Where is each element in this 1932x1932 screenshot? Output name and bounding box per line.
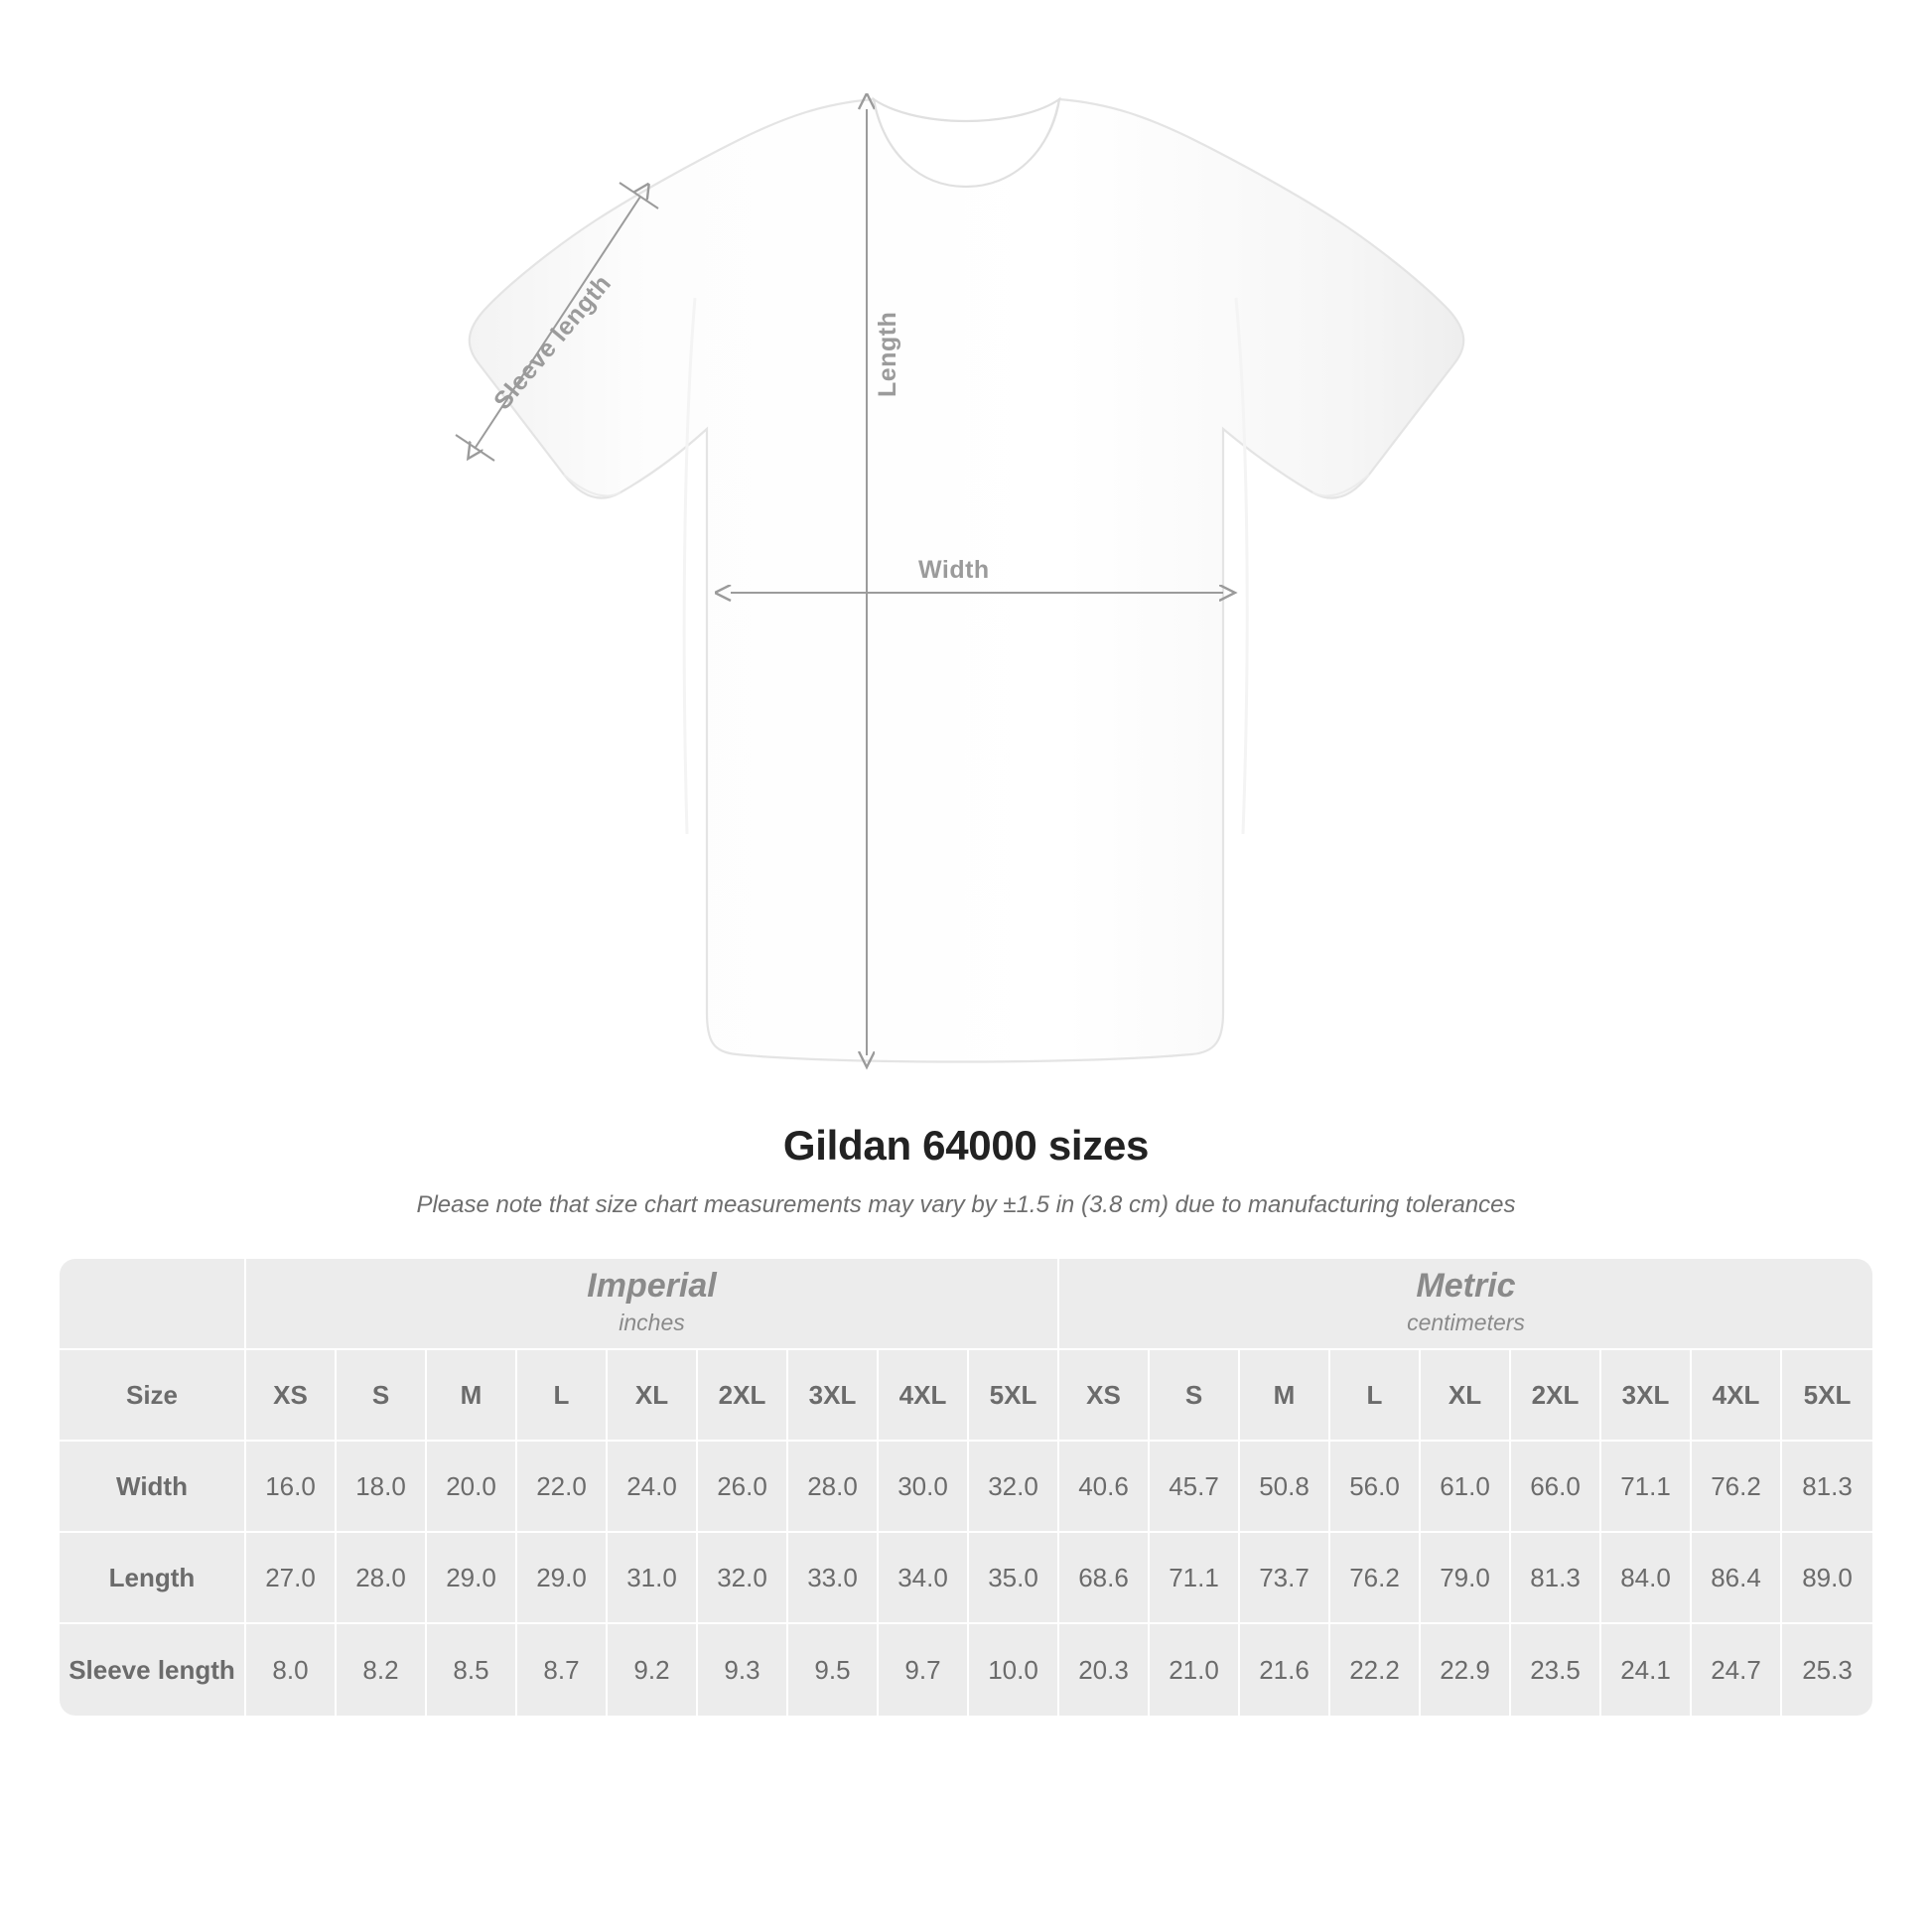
cell-sleeve-length-4xl-in: 9.7 [879, 1624, 969, 1716]
column-header-imperial-l: L [517, 1350, 608, 1442]
cell-width-xl-in: 24.0 [608, 1442, 698, 1533]
column-header-metric-l: L [1330, 1350, 1421, 1442]
column-header-metric-4xl: 4XL [1692, 1350, 1782, 1442]
label-width: Width [918, 556, 990, 584]
unit-subtitle: inches [619, 1310, 685, 1336]
cell-length-xl-in: 31.0 [608, 1533, 698, 1624]
cell-length-xs-in: 27.0 [246, 1533, 337, 1624]
column-header-imperial-xl: XL [608, 1350, 698, 1442]
cell-length-m-cm: 73.7 [1240, 1533, 1330, 1624]
cell-sleeve-length-m-cm: 21.6 [1240, 1624, 1330, 1716]
row-header-size: Size [60, 1350, 246, 1442]
column-header-metric-m: M [1240, 1350, 1330, 1442]
cell-sleeve-length-xl-cm: 22.9 [1421, 1624, 1511, 1716]
unit-name: Imperial [587, 1267, 717, 1306]
cell-sleeve-length-3xl-cm: 24.1 [1601, 1624, 1692, 1716]
unit-subtitle: centimeters [1407, 1310, 1525, 1336]
column-header-metric-2xl: 2XL [1511, 1350, 1601, 1442]
label-sleeve-length: Sleeve length [488, 269, 618, 415]
cell-sleeve-length-xs-cm: 20.3 [1059, 1624, 1150, 1716]
cell-length-s-cm: 71.1 [1150, 1533, 1240, 1624]
cell-width-5xl-in: 32.0 [969, 1442, 1059, 1533]
column-header-metric-xl: XL [1421, 1350, 1511, 1442]
cell-length-m-in: 29.0 [427, 1533, 517, 1624]
table-row [60, 1442, 1872, 1533]
cell-sleeve-length-s-cm: 21.0 [1150, 1624, 1240, 1716]
size-table [60, 1259, 1872, 1716]
cell-width-3xl-in: 28.0 [788, 1442, 879, 1533]
column-header-imperial-5xl: 5XL [969, 1350, 1059, 1442]
column-header-row [60, 1350, 1872, 1442]
cell-length-2xl-in: 32.0 [698, 1533, 788, 1624]
column-header-metric-5xl: 5XL [1782, 1350, 1872, 1442]
cell-sleeve-length-xs-in: 8.0 [246, 1624, 337, 1716]
cell-sleeve-length-3xl-in: 9.5 [788, 1624, 879, 1716]
cell-length-3xl-in: 33.0 [788, 1533, 879, 1624]
cell-width-2xl-cm: 66.0 [1511, 1442, 1601, 1533]
cell-length-5xl-in: 35.0 [969, 1533, 1059, 1624]
cell-sleeve-length-5xl-cm: 25.3 [1782, 1624, 1872, 1716]
unit-header-imperial [246, 1259, 1059, 1350]
cell-sleeve-length-4xl-cm: 24.7 [1692, 1624, 1782, 1716]
row-header-sleeve-length: Sleeve length [60, 1624, 246, 1716]
cell-width-l-cm: 56.0 [1330, 1442, 1421, 1533]
cell-width-s-cm: 45.7 [1150, 1442, 1240, 1533]
cell-length-4xl-cm: 86.4 [1692, 1533, 1782, 1624]
cell-width-xl-cm: 61.0 [1421, 1442, 1511, 1533]
cell-length-l-cm: 76.2 [1330, 1533, 1421, 1624]
cell-width-4xl-in: 30.0 [879, 1442, 969, 1533]
column-header-metric-s: S [1150, 1350, 1240, 1442]
table-corner-cell [60, 1259, 246, 1350]
cell-sleeve-length-2xl-cm: 23.5 [1511, 1624, 1601, 1716]
cell-sleeve-length-l-cm: 22.2 [1330, 1624, 1421, 1716]
cell-width-s-in: 18.0 [337, 1442, 427, 1533]
page-title: Gildan 64000 sizes [782, 1122, 1150, 1169]
cell-width-xs-in: 16.0 [246, 1442, 337, 1533]
cell-sleeve-length-m-in: 8.5 [427, 1624, 517, 1716]
cell-width-5xl-cm: 81.3 [1782, 1442, 1872, 1533]
title-block [0, 1122, 1932, 1219]
row-header-width: Width [60, 1442, 246, 1533]
cell-length-s-in: 28.0 [337, 1533, 427, 1624]
unit-header-row [60, 1259, 1872, 1350]
label-length: Length [874, 311, 901, 397]
column-header-metric-xs: XS [1059, 1350, 1150, 1442]
unit-header-metric [1059, 1259, 1872, 1350]
cell-length-2xl-cm: 81.3 [1511, 1533, 1601, 1624]
cell-width-4xl-cm: 76.2 [1692, 1442, 1782, 1533]
tolerance-note: Please note that size chart measurements may vary by ±1.5 in (3.8 cm) due to manufacturing tolerances [416, 1191, 1516, 1218]
cell-sleeve-length-l-in: 8.7 [517, 1624, 608, 1716]
cell-width-m-cm: 50.8 [1240, 1442, 1330, 1533]
table-row [60, 1624, 1872, 1716]
cell-width-3xl-cm: 71.1 [1601, 1442, 1692, 1533]
table-row [60, 1533, 1872, 1624]
cell-width-xs-cm: 40.6 [1059, 1442, 1150, 1533]
cell-width-2xl-in: 26.0 [698, 1442, 788, 1533]
cell-width-m-in: 20.0 [427, 1442, 517, 1533]
unit-name: Metric [1416, 1267, 1516, 1306]
cell-length-xs-cm: 68.6 [1059, 1533, 1150, 1624]
cell-length-xl-cm: 79.0 [1421, 1533, 1511, 1624]
column-header-imperial-2xl: 2XL [698, 1350, 788, 1442]
cell-length-l-in: 29.0 [517, 1533, 608, 1624]
cell-sleeve-length-2xl-in: 9.3 [698, 1624, 788, 1716]
cell-length-4xl-in: 34.0 [879, 1533, 969, 1624]
size-table-wrapper [60, 1259, 1872, 1716]
column-header-metric-3xl: 3XL [1601, 1350, 1692, 1442]
cell-length-3xl-cm: 84.0 [1601, 1533, 1692, 1624]
cell-width-l-in: 22.0 [517, 1442, 608, 1533]
cell-sleeve-length-s-in: 8.2 [337, 1624, 427, 1716]
column-header-imperial-4xl: 4XL [879, 1350, 969, 1442]
column-header-imperial-3xl: 3XL [788, 1350, 879, 1442]
cell-sleeve-length-5xl-in: 10.0 [969, 1624, 1059, 1716]
row-header-length: Length [60, 1533, 246, 1624]
cell-length-5xl-cm: 89.0 [1782, 1533, 1872, 1624]
column-header-imperial-xs: XS [246, 1350, 337, 1442]
cell-sleeve-length-xl-in: 9.2 [608, 1624, 698, 1716]
column-header-imperial-s: S [337, 1350, 427, 1442]
column-header-imperial-m: M [427, 1350, 517, 1442]
